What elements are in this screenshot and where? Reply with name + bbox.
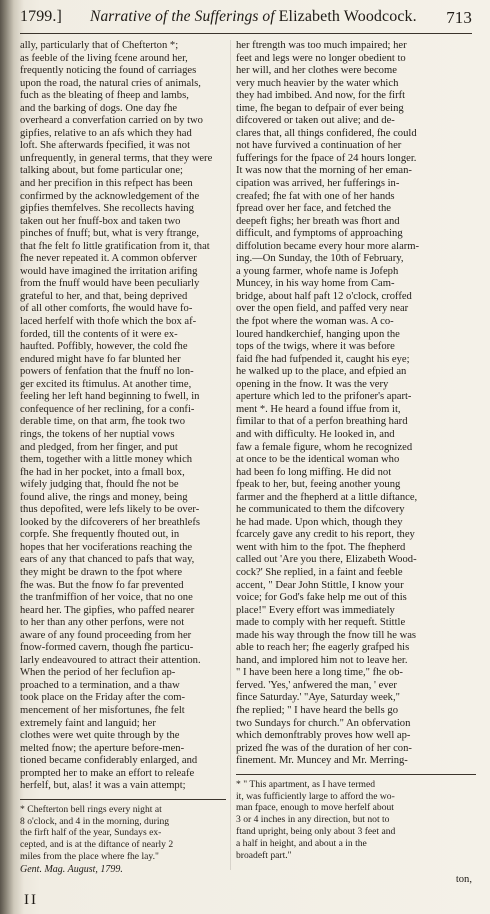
text-line: feeling her left hand beginning to fwell, in (20, 391, 200, 403)
text-line: tops of the twigs, where it was before (236, 341, 395, 353)
footnote-line: it, was fufficiently large to afford the wo- (236, 790, 395, 802)
text-line: he walked up to the place, and efpied an (236, 366, 407, 378)
text-line: confirmed by the acknowledgement of the (20, 190, 200, 202)
text-line: larly endeavoured to attract their attention. (20, 654, 201, 666)
text-line: fuch as the bleating of fheep and lambs, (20, 90, 189, 102)
text-line: ing.—On Sunday, the 10th of February, (236, 253, 404, 265)
text-line: When the period of her feclufion ap- (20, 667, 176, 679)
header-year: 1799.] (20, 8, 62, 25)
text-line: overheard a converfation carried on by two (20, 115, 203, 127)
text-line: able to reach her; fhe eagerly grafped his (236, 642, 410, 654)
text-line: they had imbibed. And now, for the firft (236, 90, 406, 102)
text-line: her will, and her clothes were become (236, 65, 397, 77)
text-line: cipation was arrived, her fufferings in- (236, 178, 400, 190)
text-line: fince Saturday.' "Aye, Saturday week," (236, 692, 400, 704)
text-line: time, fhe began to defpair of ever being (236, 102, 404, 114)
text-line: made to comply with her requeft. Stittle (236, 617, 406, 629)
text-line: a young farmer, whofe name is Jofeph (236, 265, 399, 277)
left-footnote (20, 804, 226, 863)
text-line: cock?' She replied, in a faint and feeble (236, 566, 403, 578)
right-footnote (236, 779, 476, 862)
text-line: difficult, and fymptoms of approaching (236, 228, 403, 240)
text-line: aperture which led to the prifoner's apart- (236, 391, 412, 403)
footnote-line: 3 or 4 inches in any direction, but not to (236, 814, 390, 826)
text-line: It was now that the morning of her eman- (236, 165, 412, 177)
text-line: talking about, but fome particular one; (20, 165, 183, 177)
text-line: had been fo long miffing. He did not (236, 466, 392, 478)
text-line: rings, the tokens of her nuptial vows (20, 428, 175, 440)
text-line: not have furvived a continuation of her (236, 140, 402, 152)
text-line: laced herfelf with thofe which the box af- (20, 316, 197, 328)
text-line: wifely judging that, fhould fhe not be (20, 479, 179, 491)
text-line: gipfies, relative to an afs which they had (20, 127, 192, 139)
text-line: ger excited its ftimulus. At another time, (20, 378, 192, 390)
text-line: aware of any found proceeding from her (20, 629, 192, 641)
text-line: taken out her fnuff-box and taken two (20, 215, 181, 227)
text-line: " I have been here a long time," fhe ob- (236, 667, 403, 679)
footnote-line: cepted, and is at the diftance of nearly 2 (20, 839, 174, 851)
text-line: opening in the fnow. It was the very (236, 378, 389, 390)
text-line: pinches of fnuff; but, what is very ftrange, (20, 228, 199, 240)
text-line: he communicated to them the difcovery (236, 504, 405, 516)
text-line: they might be drawn to the fpot where (20, 566, 183, 578)
catchword: ton, (455, 874, 472, 885)
text-line: them, together with a little money which (20, 454, 193, 466)
text-line: forded, till the contents of it were ex- (20, 328, 178, 340)
text-line: fpeak to her, but, feeing another young (236, 479, 401, 491)
text-line: corpfe. She frequently fhouted out, in (20, 529, 180, 541)
text-line: over the open field, and paffed very near (236, 303, 409, 315)
right-column (236, 40, 476, 861)
footnote-line: man fpace, enough to move herfelf about (236, 802, 394, 814)
text-line: that fhe felt fo little gratification from it, that (20, 240, 210, 252)
text-line: found alive, the rings and money, being (20, 491, 188, 503)
text-line: place!" Every effort was immediately (236, 604, 395, 616)
footnote-line: the firft half of the year, Sundays ex- (20, 827, 162, 839)
footnote-line: 8 o'clock, and 4 in the morning, during (20, 815, 170, 827)
text-line: he had made. Upon which, though they (236, 516, 403, 528)
text-line: and with difficulty. He looked in, and (236, 428, 395, 440)
footnote-line: * Chefterton bell rings every night at (20, 803, 162, 815)
text-line: prompted her to make an effort to releafe (20, 767, 195, 779)
text-line: difcovered or taken out alive; and de- (236, 115, 395, 127)
right-column-text (236, 40, 476, 768)
text-line: powers of fenfation that the fnuff no lon- (20, 366, 194, 378)
text-line: unfrequently, in general terms, that they were (20, 152, 213, 164)
text-line: fhe was. But the fnow fo far prevented (20, 579, 184, 591)
text-line: her ftrength was too much impaired; her (236, 40, 407, 51)
text-line: fhe had in her pocket, into a fmall box, (20, 466, 185, 478)
text-line: faw a female figure, whom he recognized (236, 441, 413, 453)
text-line: feet and legs were no longer obedient to (236, 52, 406, 64)
footnote-line: broadeft part." (236, 849, 292, 861)
text-line: of all other comforts, fhe would have fo- (20, 303, 193, 315)
text-line: farmer and the fhepherd at a little diftance, (236, 491, 418, 503)
text-line: finement. Mr. Muncey and Mr. Merring- (236, 755, 408, 767)
text-line: herfelf, but, alas! it was a vain attempt; (20, 780, 186, 792)
text-line: fhe never repeated it. A common obferver (20, 253, 197, 265)
text-line: fhe replied; " I have heard the bells go (236, 704, 398, 716)
text-line: confequence of her reclining, for a confi- (20, 403, 195, 415)
text-line: faid fhe had fufpended it, caught his eye; (236, 353, 410, 365)
header-rule (20, 33, 472, 34)
text-line: clothes were wet quite through by the (20, 730, 180, 742)
text-line: extremely faint and languid; her (20, 717, 156, 729)
text-line: and her precifion in this refpect has been (20, 178, 193, 190)
text-line: and the barking of dogs. One day fhe (20, 102, 178, 114)
text-line: fufferings for the fpace of 24 hours longer. (236, 152, 417, 164)
text-line: fpread over her face, and fetched the (236, 203, 391, 215)
text-line: fimilar to that of a perfon breathing hard (236, 416, 408, 428)
text-line: looked by the difcoverers of her breathlefs (20, 516, 201, 528)
text-line: ferved. 'Yes,' anfwered the man, ' ever (236, 679, 397, 691)
text-line: endured might have fo far blunted her (20, 353, 181, 365)
text-line: loft. She afterwards fpecified, it was not (20, 140, 191, 152)
text-line: to her than any other perfons, were not (20, 617, 185, 629)
footnote-source: Gent. Mag. August, 1799. (20, 863, 123, 875)
text-line: would have imagined the irritation arifing (20, 265, 198, 277)
text-line: grateful to her, and that, being deprived (20, 290, 188, 302)
text-line: ment *. He heard a found iffue from it, (236, 403, 401, 415)
text-line: hopes that her vociferations reaching the (20, 541, 193, 553)
text-line: ears of any that chanced to pafs that way, (20, 554, 195, 566)
text-line: from the fnuff would have been peculiarly (20, 278, 200, 290)
text-line: derable time, on that arm, fhe took two (20, 416, 186, 428)
text-line: at once to be the identical woman who (236, 454, 400, 466)
header-title-italic: Narrative of the Sufferings of (90, 8, 275, 25)
text-line: haufted. Poffibly, however, the cold fhe (20, 341, 188, 353)
left-column (20, 40, 226, 876)
text-line: Muncey, in his way home from Cam- (236, 278, 395, 290)
page-number: 713 (446, 8, 472, 27)
column-gutter (230, 40, 231, 870)
text-line: mencement of her misfortunes, fhe felt (20, 704, 185, 716)
text-line: tioned became confiderably enlarged, and (20, 755, 198, 767)
text-line: ally, particularly that of Chefterton *; (20, 40, 179, 51)
text-line: which demonftrably proves how well ap- (236, 730, 411, 742)
text-line: fnow-formed cavern, though fhe particu- (20, 642, 194, 654)
text-line: upon the road, the natural cries of animals, (20, 77, 201, 89)
footnote-line: * " This apartment, as I have termed (236, 778, 376, 790)
text-line: the tranfmiffion of her voice, that no one (20, 592, 193, 604)
text-line: made his way through the fnow till he was (236, 629, 417, 641)
text-line: went with him to the fpot. The fhepherd (236, 541, 406, 553)
text-line: prized fhe was of the duration of her con- (236, 742, 412, 754)
text-line: clares that, all things confidered, fhe could (236, 127, 417, 139)
left-footnote-rule (20, 799, 226, 800)
footnote-line: miles from the place where fhe lay." (20, 851, 159, 862)
text-line: deepeft fighs; her breath was fhort and (236, 215, 400, 227)
header-title (90, 8, 417, 26)
text-line: the fpot where the woman was. A co- (236, 316, 394, 328)
text-line: voice; for God's fake help me out of this (236, 592, 407, 604)
text-line: melted fnow; the aperture before-men- (20, 742, 185, 754)
text-line: creafed; fhe fat with one of her hands (236, 190, 395, 202)
header-name: Elizabeth Woodcock. (278, 8, 417, 25)
footnote-line: a half in height, and about a in the (236, 837, 367, 849)
text-line: fcarcely gave any credit to his report, they (236, 529, 415, 541)
text-line: heard her. The gipfies, who paffed nearer (20, 604, 195, 616)
signature-mark: II (24, 892, 38, 908)
text-line: two Sundays for church." An obfervation (236, 717, 411, 729)
text-line: bridge, about half paft 12 o'clock, croffed (236, 290, 412, 302)
text-line: called out 'Are you there, Elizabeth Wood- (236, 554, 417, 566)
text-line: hand, and implored him not to leave her. (236, 654, 408, 666)
text-line: took place on the Friday after the com- (20, 692, 186, 704)
text-line: loured handkerchief, hanging upon the (236, 328, 400, 340)
text-line: gipfies themfelves. She recollects having (20, 203, 194, 215)
text-line: very much heavier by the water which (236, 77, 399, 89)
text-line: thus depofited, were lefs likely to be over- (20, 504, 200, 516)
text-line: accent, " Dear John Stittle, I know your (236, 579, 404, 591)
running-header (20, 8, 472, 30)
text-line: and pledged, from her finger, and put (20, 441, 178, 453)
footnote-line: ftand upright, being only about 3 feet and (236, 825, 396, 837)
text-line: as feeble of the living fcene around her, (20, 52, 188, 64)
text-line: frequently noticing the found of carriages (20, 65, 197, 77)
right-footnote-rule (236, 774, 476, 775)
text-line: proached to a termination, and a thaw (20, 679, 180, 691)
text-line: diffolution became every hour more alarm- (236, 240, 420, 252)
left-column-text (20, 40, 226, 793)
